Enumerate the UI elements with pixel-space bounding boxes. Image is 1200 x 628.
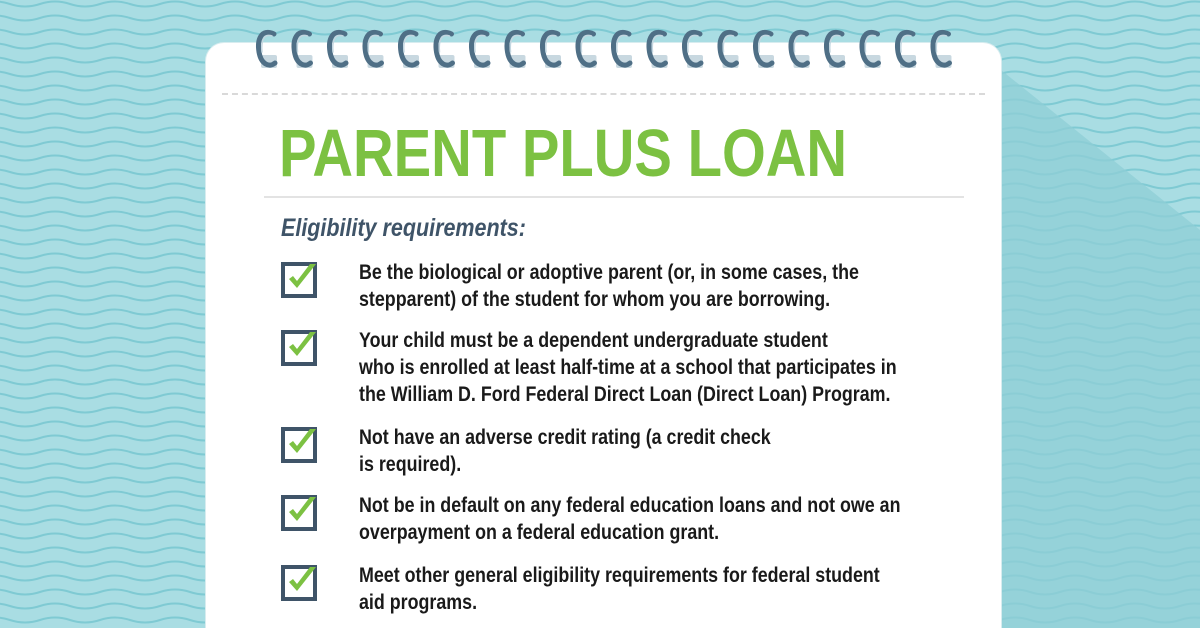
spiral-ring-icon [791, 32, 809, 68]
perforation-line [222, 93, 985, 95]
requirement-text [359, 562, 954, 616]
spiral-ring-icon [436, 32, 454, 68]
spiral-ring-icon [933, 32, 951, 68]
spiral-ring-icon [649, 32, 667, 68]
page-title: PARENT PLUS LOAN [279, 116, 848, 191]
spiral-ring-icon [401, 32, 419, 68]
spiral-ring-icon [578, 32, 596, 68]
requirement-text [359, 492, 954, 546]
spiral-ring-icon [827, 32, 845, 68]
spiral-ring-icon [614, 32, 632, 68]
requirement-line: stepparent) of the student for whom you are borrowing. [359, 288, 831, 311]
spiral-ring-icon [294, 32, 312, 68]
requirement-text [359, 327, 954, 408]
requirement-line: Not have an adverse credit rating (a credit check [359, 426, 771, 449]
spiral-ring-icon [472, 32, 490, 68]
checked-checkbox-icon [280, 562, 320, 602]
title-divider [264, 196, 964, 198]
requirement-line: Be the biological or adoptive parent (or, in some cases, the [359, 261, 859, 284]
requirement-line: is required). [359, 453, 462, 476]
requirement-text [359, 424, 954, 478]
checked-checkbox-icon [280, 424, 320, 464]
spiral-ring-icon [543, 32, 561, 68]
checked-checkbox-icon [280, 327, 320, 367]
spiral-ring-icon [756, 32, 774, 68]
spiral-ring-icon [507, 32, 525, 68]
checked-checkbox-icon [280, 492, 320, 532]
requirement-line: overpayment on a federal education grant. [359, 521, 720, 544]
requirement-line: Not be in default on any federal education loans and not owe an [359, 494, 901, 517]
requirement-line: Your child must be a dependent undergraduate student [359, 329, 828, 352]
checked-checkbox-icon [280, 259, 320, 299]
requirement-line: the William D. Ford Federal Direct Loan (Direct Loan) Program. [359, 383, 891, 406]
spiral-ring-icon [685, 32, 703, 68]
spiral-binding [0, 0, 1200, 80]
spiral-ring-icon [365, 32, 383, 68]
requirement-line: Meet other general eligibility requirements for federal student [359, 564, 880, 587]
requirement-line: aid programs. [359, 591, 478, 614]
spiral-ring-icon [862, 32, 880, 68]
spiral-ring-icon [720, 32, 738, 68]
spiral-ring-icon [330, 32, 348, 68]
spiral-ring-icon [259, 32, 277, 68]
requirement-line: who is enrolled at least half-time at a school that participates in [359, 356, 897, 379]
spiral-ring-icon [898, 32, 916, 68]
requirement-text [359, 259, 954, 313]
eligibility-heading: Eligibility requirements: [281, 214, 526, 242]
